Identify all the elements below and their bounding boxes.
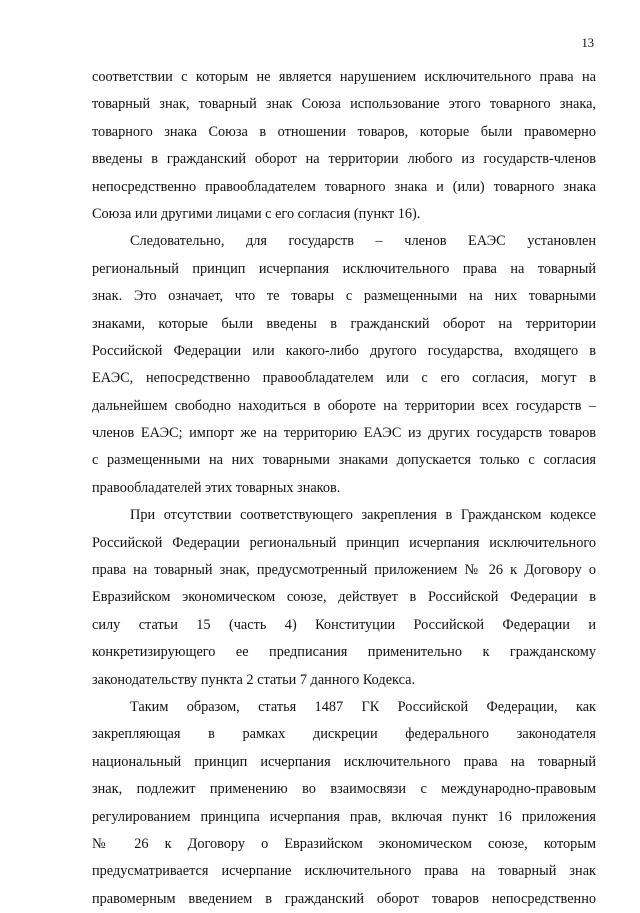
text-line: региональный принцип исчерпания исключительного права на товарный <box>92 260 596 277</box>
text-line: введены в гражданский оборот на территории любого из государств-членов <box>92 151 596 168</box>
text-line: дальнейшем свободно находиться в обороте на территории всех государств – <box>92 397 596 414</box>
text-line: конкретизирующего ее предписания применительно к гражданскому <box>92 644 596 661</box>
text-line: права на товарный знак, предусмотренный приложением № 26 к Договору о <box>92 562 596 579</box>
text-line: национальный принцип исчерпания исключительного права на товарный <box>92 753 596 770</box>
text-line: товарный знак, товарный знак Союза использование этого товарного знака, <box>92 96 596 113</box>
text-line: знаками, которые были введены в гражданский оборот на территории <box>92 315 596 332</box>
text-line: с размещенными на них товарными знаками допускается только с согласия <box>92 452 596 469</box>
text-line: товарного знака Союза в отношении товаров, которые были правомерно <box>92 123 596 140</box>
document-body <box>92 64 596 913</box>
text-line: непосредственно правообладателем товарного знака и (или) товарного знака <box>92 178 596 195</box>
text-line: силу статьи 15 (часть 4) Конституции Российской Федерации и <box>92 616 596 633</box>
text-line: Союза или другими лицами с его согласия (пункт 16). <box>92 205 421 222</box>
text-line: правомерным введением в гражданский оборот товаров непосредственно <box>92 890 596 907</box>
text-line: закрепляющая в рамках дискреции федерального законодателя <box>92 726 596 743</box>
text-line: регулированием принципа исчерпания прав, включая пункт 16 приложения <box>92 808 596 825</box>
paragraph <box>92 228 596 502</box>
text-line: При отсутствии соответствующего закрепления в Гражданском кодексе <box>130 507 596 524</box>
paragraph <box>92 64 596 228</box>
text-line: знак, подлежит применению во взаимосвязи с международно-правовым <box>92 781 596 798</box>
text-line: ЕАЭС, непосредственно правообладателем или с его согласия, могут в <box>92 370 596 387</box>
text-line: Евразийском экономическом союзе, действует в Российской Федерации в <box>92 589 596 606</box>
text-line: соответствии с которым не является нарушением исключительного права на <box>92 69 596 85</box>
text-line: № 26 к Договору о Евразийском экономическом союзе, которым <box>92 835 596 852</box>
text-line: Российской Федерации или какого-либо другого государства, входящего в <box>92 342 596 359</box>
text-line: Российской Федерации региональный принцип исчерпания исключительного <box>92 534 596 551</box>
text-line: Следовательно, для государств – членов ЕАЭС установлен <box>130 233 596 250</box>
page-number: 13 <box>581 36 594 50</box>
paragraph <box>92 502 596 694</box>
paragraph <box>92 694 596 913</box>
text-line: Таким образом, статья 1487 ГК Российской Федерации, как <box>130 698 596 715</box>
text-line: предусматривается исчерпание исключительного права на товарный знак <box>92 863 596 880</box>
text-line: законодательству пункта 2 статьи 7 данного Кодекса. <box>92 671 416 688</box>
text-line: знак. Это означает, что те товары с размещенными на них товарными <box>92 288 596 305</box>
text-line: правообладателей этих товарных знаков. <box>92 479 341 496</box>
text-line: членов ЕАЭС; импорт же на территорию ЕАЭС из других государств товаров <box>92 425 596 442</box>
